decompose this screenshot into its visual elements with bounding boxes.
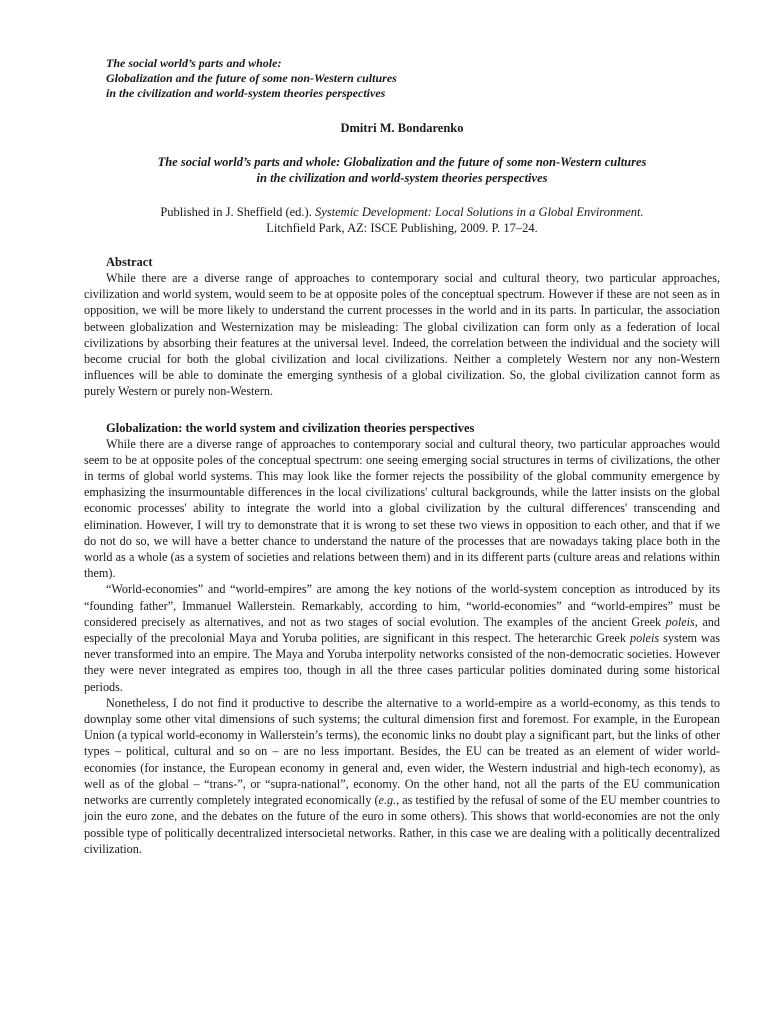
running-head-line-2: Globalization and the future of some non-Western cultures: [106, 71, 397, 85]
citation-line-2: Litchfield Park, AZ: ISCE Publishing, 2009. P. 17–24.: [266, 221, 538, 235]
paragraph-3-text-a: Nonetheless, I do not find it productive to describe the alternative to a world-empire as a world-economy, as this tends to downplay some other vital dimensions of such systems; the cultural dimension first and foremost. For example, in the European Union (a typical world-economy in Wallerstein’s terms), the economic links no doubt play a significant part, but the links of other types – political, cultural and so on – are no less important. Besides, the EU can be treated as an element of wider world-economies (for instance, the European economy in general and, even wider, the Western industrial and high-tech economy), as well as of the global – “trans-”, or “supra-national”, economy. On the other hand, not all the parts of the EU communication networks are currently completely integrated economically (: [84, 695, 720, 808]
publication-citation: [84, 204, 720, 236]
paragraph-2-text-b: , and especially of the precolonial Maya and Yoruba polities, are significant in this respect. The heterarchic Greek: [84, 614, 720, 646]
paper-title: [84, 154, 720, 186]
running-head: [106, 56, 720, 101]
abstract-heading: Abstract: [106, 255, 153, 269]
poleis-term-1: poleis: [665, 614, 695, 629]
section-paragraph-1: While there are a diverse range of approaches to contemporary social and cultural theory, two particular approaches would seem to be at opposite poles of the conceptual spectrum: one seeing emerging social structures in terms of civilizations, the other in terms of global world systems. This may look like the former rejects the possibility of the global community emergence by emphasizing the insurmountable differences in the local civilizations' cultural backgrounds, while the latter insists on the global economic processes' ability to integrate the world into a global civilization by the cultural differences' transcending and elimination. However, I will try to demonstrate that it is wrong to set these two views in opposition to each other, and that if we do not do so, we will have a better chance to understand the nature of the processes that are nowadays taking place both in the world as a whole (as a system of societies and relations between them) and in its different parts (culture areas and relations within them).: [84, 436, 720, 581]
citation-line-1: [84, 204, 720, 220]
section-paragraph-3: [84, 695, 720, 857]
abstract-paragraph: While there are a diverse range of approaches to contemporary social and cultural theory, two particular approaches, civilization and world system, would seem to be at opposite poles of the conceptual spectrum. However if these are not seen as in opposition, we will be more likely to understand the current processes in the world and in its parts. In particular, the association between globalization and Westernization may be misleading: The global civilization can form only as a federation of local civilizations by absorbing their features at the universal level. Indeed, the correlation between the individual and the society will become crucial for both the global civilization and local civilizations. Neither a completely Western nor any non-Western influences will be able to dominate the emerging synthesis of a global civilization. So, the global civilization cannot form as purely Western or purely non-Western.: [84, 271, 720, 399]
citation-prefix: Published in J. Sheffield (ed.).: [160, 205, 315, 219]
running-head-line-1: The social world’s parts and whole:: [106, 56, 282, 70]
running-head-line-3: in the civilization and world-system theories perspectives: [106, 86, 386, 100]
paper-title-line-2: in the civilization and world-system theories perspectives: [256, 171, 548, 185]
paragraph-3-text-b: , as testified by the refusal of some of the EU member countries to join the euro zone, and the debates on the future of the euro in some others). This shows that world-economies are not the only possible type of politically decentralized intersocietal networks. Rather, in this case we are dealing with a politically decentralized civilization.: [84, 793, 720, 856]
eg-abbreviation: e.g.: [378, 793, 397, 808]
author-name: Dmitri M. Bondarenko: [340, 121, 464, 135]
citation-book-title: Systemic Development: Local Solutions in a Global Environment.: [314, 205, 644, 219]
poleis-term-2: poleis: [629, 631, 660, 646]
paper-title-line-1: The social world’s parts and whole: Globalization and the future of some non-Western cultures: [157, 155, 647, 169]
section-paragraph-2: [84, 581, 720, 694]
section-heading: Globalization: the world system and civilization theories perspectives: [106, 420, 475, 435]
paragraph-2-text-c: system was never transformed into an empire. The Maya and Yoruba interpolity networks consisted of the non-democratic societies. However they were never integrated as empires too, though in all the three cases particular polities dominated during some historical periods.: [84, 631, 720, 694]
paragraph-2-text-a: “World-economies” and “world-empires” are among the key notions of the world-system conception as introduced by its “founding father”, Immanuel Wallerstein. Remarkably, according to him, “world-economies” and “world-empires” must be considered precisely as alternatives, and not as two stages of social evolution. The examples of the ancient Greek: [84, 582, 720, 629]
